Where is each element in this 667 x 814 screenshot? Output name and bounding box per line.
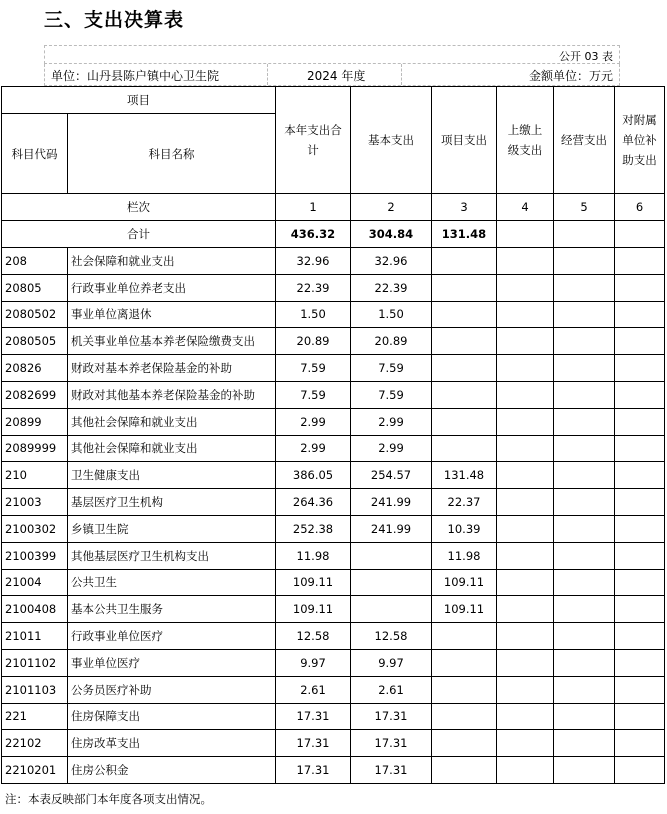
upper-cell (497, 248, 554, 275)
basic-cell: 12.58 (351, 623, 432, 650)
subject-code-cell: 2210201 (2, 757, 68, 784)
total-cell: 386.05 (276, 462, 351, 489)
header-project: 项目 (2, 87, 276, 114)
project-cell: 11.98 (432, 542, 497, 569)
business-cell (554, 355, 615, 382)
subsidy-cell (615, 623, 665, 650)
expenditure-table (1, 86, 665, 784)
basic-cell: 241.99 (351, 515, 432, 542)
basic-cell: 2.99 (351, 435, 432, 462)
subject-code-cell: 2101103 (2, 676, 68, 703)
project-cell (432, 274, 497, 301)
table-row (2, 355, 665, 382)
upper-cell (497, 730, 554, 757)
total-cell: 109.11 (276, 569, 351, 596)
basic-cell: 9.97 (351, 649, 432, 676)
subject-code-cell: 21003 (2, 489, 68, 516)
project-cell (432, 301, 497, 328)
column-num: 2 (351, 194, 432, 221)
project-cell: 10.39 (432, 515, 497, 542)
total-amount: 436.32 (276, 221, 351, 248)
subsidy-cell (615, 703, 665, 730)
project-cell (432, 381, 497, 408)
subsidy-cell (615, 515, 665, 542)
basic-cell: 254.57 (351, 462, 432, 489)
header-subsidy (615, 87, 665, 194)
total-project: 131.48 (432, 221, 497, 248)
total-cell: 1.50 (276, 301, 351, 328)
total-cell: 17.31 (276, 730, 351, 757)
column-label: 栏次 (2, 194, 276, 221)
table-row (2, 569, 665, 596)
table-row (2, 408, 665, 435)
header-subsidy-text: 对附属单位补助支出 (622, 113, 657, 167)
header-row-1 (2, 87, 665, 114)
business-cell (554, 730, 615, 757)
subsidy-cell (615, 248, 665, 275)
upper-cell (497, 408, 554, 435)
business-cell (554, 328, 615, 355)
project-cell: 22.37 (432, 489, 497, 516)
table-row (2, 542, 665, 569)
project-cell (432, 676, 497, 703)
subject-name-cell: 机关事业单位基本养老保险缴费支出 (68, 328, 276, 355)
unit-info-row (44, 64, 620, 86)
total-cell: 252.38 (276, 515, 351, 542)
subject-code-cell: 21004 (2, 569, 68, 596)
subject-code-cell: 2100399 (2, 542, 68, 569)
subject-code-cell: 21011 (2, 623, 68, 650)
subject-name-cell: 公共卫生 (68, 569, 276, 596)
subject-name-cell: 行政事业单位养老支出 (68, 274, 276, 301)
basic-cell: 17.31 (351, 757, 432, 784)
subject-name-cell: 其他社会保障和就业支出 (68, 435, 276, 462)
project-cell (432, 355, 497, 382)
subject-code-cell: 221 (2, 703, 68, 730)
basic-cell: 2.99 (351, 408, 432, 435)
subsidy-cell (615, 355, 665, 382)
total-cell: 2.61 (276, 676, 351, 703)
project-cell: 109.11 (432, 569, 497, 596)
table-row (2, 435, 665, 462)
subject-code-cell: 22102 (2, 730, 68, 757)
report-year: 2024 年度 (307, 69, 366, 83)
subsidy-cell (615, 596, 665, 623)
page-title: 三、支出决算表 (44, 9, 185, 31)
upper-cell (497, 676, 554, 703)
table-row (2, 515, 665, 542)
unit-name: 单位：山丹县陈户镇中心卫生院 (51, 69, 220, 83)
business-cell (554, 703, 615, 730)
total-cell: 17.31 (276, 757, 351, 784)
basic-cell (351, 569, 432, 596)
basic-cell: 32.96 (351, 248, 432, 275)
basic-cell: 7.59 (351, 381, 432, 408)
upper-cell (497, 435, 554, 462)
table-row (2, 489, 665, 516)
table-row (2, 649, 665, 676)
upper-cell (497, 355, 554, 382)
subsidy-cell (615, 301, 665, 328)
business-cell (554, 435, 615, 462)
table-row (2, 703, 665, 730)
business-cell (554, 515, 615, 542)
subject-code-cell: 2082699 (2, 381, 68, 408)
total-cell: 22.39 (276, 274, 351, 301)
subject-name-cell: 财政对基本养老保险基金的补助 (68, 355, 276, 382)
total-cell: 9.97 (276, 649, 351, 676)
table-row (2, 462, 665, 489)
footnote: 注：本表反映部门本年度各项支出情况。 (5, 792, 212, 806)
project-cell (432, 623, 497, 650)
basic-cell: 17.31 (351, 703, 432, 730)
total-cell: 7.59 (276, 381, 351, 408)
table-row (2, 248, 665, 275)
subject-name-cell: 乡镇卫生院 (68, 515, 276, 542)
business-cell (554, 623, 615, 650)
table-row (2, 328, 665, 355)
total-cell: 11.98 (276, 542, 351, 569)
total-cell: 2.99 (276, 435, 351, 462)
total-cell: 264.36 (276, 489, 351, 516)
header-project-exp: 项目支出 (432, 87, 497, 194)
header-business: 经营支出 (554, 87, 615, 194)
subject-code-cell: 20805 (2, 274, 68, 301)
basic-cell: 7.59 (351, 355, 432, 382)
basic-cell: 20.89 (351, 328, 432, 355)
business-cell (554, 301, 615, 328)
upper-cell (497, 703, 554, 730)
subject-name-cell: 其他基层医疗卫生机构支出 (68, 542, 276, 569)
column-num: 3 (432, 194, 497, 221)
subject-name-cell: 事业单位医疗 (68, 649, 276, 676)
total-cell: 20.89 (276, 328, 351, 355)
total-basic: 304.84 (351, 221, 432, 248)
subject-name-cell: 社会保障和就业支出 (68, 248, 276, 275)
column-num: 5 (554, 194, 615, 221)
subject-name-cell: 基本公共卫生服务 (68, 596, 276, 623)
total-cell: 32.96 (276, 248, 351, 275)
subject-code-cell: 20826 (2, 355, 68, 382)
subsidy-cell (615, 649, 665, 676)
project-cell (432, 703, 497, 730)
subject-code-cell: 2080505 (2, 328, 68, 355)
subsidy-cell (615, 542, 665, 569)
upper-cell (497, 328, 554, 355)
subsidy-cell (615, 462, 665, 489)
subject-name-cell: 行政事业单位医疗 (68, 623, 276, 650)
business-cell (554, 248, 615, 275)
upper-cell (497, 542, 554, 569)
basic-cell: 2.61 (351, 676, 432, 703)
subject-code-cell: 210 (2, 462, 68, 489)
subject-name-cell: 事业单位离退休 (68, 301, 276, 328)
business-cell (554, 649, 615, 676)
upper-cell (497, 623, 554, 650)
column-num: 1 (276, 194, 351, 221)
table-row (2, 381, 665, 408)
table-row (2, 274, 665, 301)
column-num: 6 (615, 194, 665, 221)
amount-unit: 金额单位：万元 (528, 69, 613, 83)
upper-cell (497, 569, 554, 596)
total-cell: 2.99 (276, 408, 351, 435)
business-cell (554, 757, 615, 784)
column-num: 4 (497, 194, 554, 221)
subject-code-cell: 208 (2, 248, 68, 275)
project-cell (432, 328, 497, 355)
table-row (2, 730, 665, 757)
header-code: 科目代码 (2, 114, 68, 194)
project-cell (432, 248, 497, 275)
subject-name-cell: 其他社会保障和就业支出 (68, 408, 276, 435)
table-row (2, 623, 665, 650)
header-upper-text: 上缴上级支出 (507, 123, 543, 157)
header-basic: 基本支出 (351, 87, 432, 194)
table-row (2, 596, 665, 623)
upper-cell (497, 649, 554, 676)
business-cell (554, 596, 615, 623)
basic-cell: 1.50 (351, 301, 432, 328)
project-cell (432, 649, 497, 676)
business-cell (554, 569, 615, 596)
total-upper (497, 221, 554, 248)
project-cell: 131.48 (432, 462, 497, 489)
table-row (2, 757, 665, 784)
business-cell (554, 274, 615, 301)
business-cell (554, 381, 615, 408)
subject-code-cell: 2100408 (2, 596, 68, 623)
upper-cell (497, 381, 554, 408)
subject-name-cell: 财政对其他基本养老保险基金的补助 (68, 381, 276, 408)
business-cell (554, 408, 615, 435)
project-cell (432, 408, 497, 435)
upper-cell (497, 274, 554, 301)
upper-cell (497, 489, 554, 516)
total-row (2, 221, 665, 248)
subject-name-cell: 卫生健康支出 (68, 462, 276, 489)
subject-code-cell: 20899 (2, 408, 68, 435)
subsidy-cell (615, 274, 665, 301)
total-subsidy (615, 221, 665, 248)
project-cell (432, 435, 497, 462)
header-total (276, 87, 351, 194)
header-upper (497, 87, 554, 194)
total-business (554, 221, 615, 248)
header-total-text: 本年支出合计 (284, 123, 342, 157)
form-code-box (44, 45, 620, 64)
upper-cell (497, 462, 554, 489)
basic-cell: 241.99 (351, 489, 432, 516)
upper-cell (497, 301, 554, 328)
subsidy-cell (615, 435, 665, 462)
subject-name-cell: 基层医疗卫生机构 (68, 489, 276, 516)
column-number-row (2, 194, 665, 221)
subject-name-cell: 住房公积金 (68, 757, 276, 784)
project-cell (432, 730, 497, 757)
subsidy-cell (615, 569, 665, 596)
subject-code-cell: 2089999 (2, 435, 68, 462)
basic-cell: 17.31 (351, 730, 432, 757)
upper-cell (497, 515, 554, 542)
business-cell (554, 462, 615, 489)
subsidy-cell (615, 328, 665, 355)
basic-cell (351, 542, 432, 569)
subject-name-cell: 住房保障支出 (68, 703, 276, 730)
subject-code-cell: 2080502 (2, 301, 68, 328)
business-cell (554, 489, 615, 516)
header-name: 科目名称 (68, 114, 276, 194)
basic-cell: 22.39 (351, 274, 432, 301)
subject-name-cell: 住房改革支出 (68, 730, 276, 757)
business-cell (554, 676, 615, 703)
table-row (2, 676, 665, 703)
total-cell: 109.11 (276, 596, 351, 623)
upper-cell (497, 757, 554, 784)
total-cell: 12.58 (276, 623, 351, 650)
form-code: 公开 03 表 (559, 50, 613, 63)
upper-cell (497, 596, 554, 623)
subsidy-cell (615, 489, 665, 516)
total-cell: 7.59 (276, 355, 351, 382)
project-cell (432, 757, 497, 784)
subject-code-cell: 2101102 (2, 649, 68, 676)
total-label: 合计 (2, 221, 276, 248)
table-row (2, 301, 665, 328)
subsidy-cell (615, 757, 665, 784)
subject-code-cell: 2100302 (2, 515, 68, 542)
subsidy-cell (615, 676, 665, 703)
business-cell (554, 542, 615, 569)
basic-cell (351, 596, 432, 623)
subsidy-cell (615, 408, 665, 435)
total-cell: 17.31 (276, 703, 351, 730)
subject-name-cell: 公务员医疗补助 (68, 676, 276, 703)
subsidy-cell (615, 730, 665, 757)
subsidy-cell (615, 381, 665, 408)
project-cell: 109.11 (432, 596, 497, 623)
